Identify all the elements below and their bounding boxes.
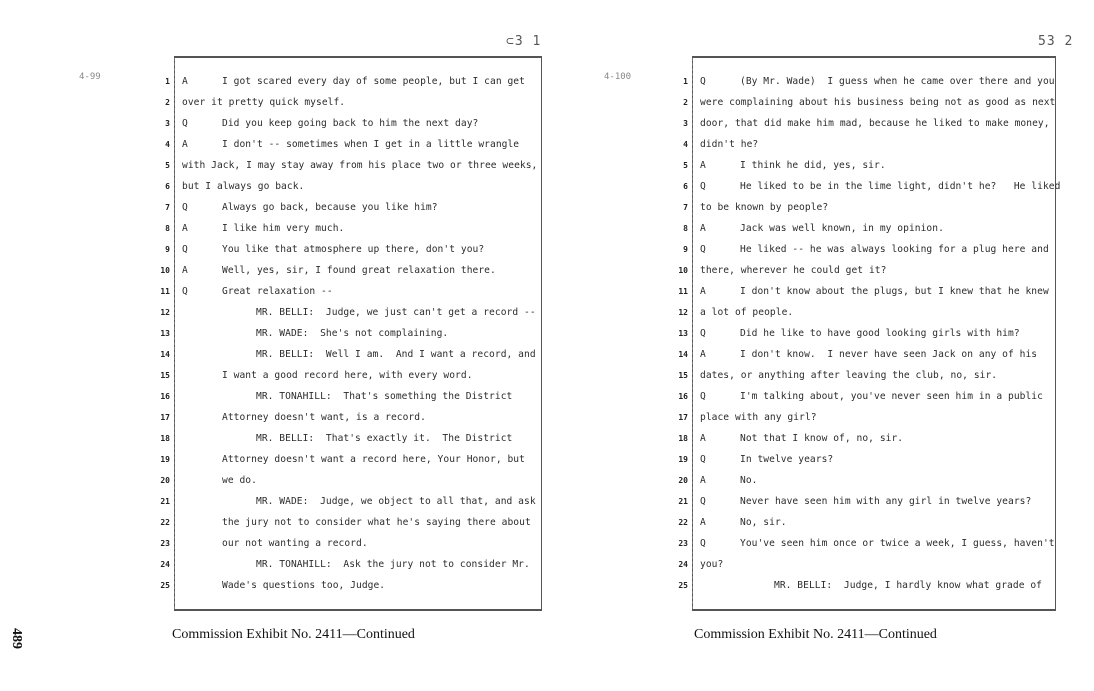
line-number: 3 <box>165 119 170 128</box>
line-number: 21 <box>160 497 170 506</box>
speaker-label: Q <box>700 244 706 255</box>
speaker-label: A <box>700 286 706 297</box>
speaker-label: A <box>700 349 706 360</box>
line-number: 5 <box>683 161 688 170</box>
transcript-line: In twelve years? <box>740 454 834 465</box>
transcript-line: didn't he? <box>700 139 759 150</box>
transcript-line: MR. TONAHILL: That's something the District <box>256 391 513 402</box>
line-number: 11 <box>160 287 170 296</box>
right-page-number: 53 2 <box>1038 34 1074 49</box>
speaker-label: Q <box>182 118 188 129</box>
transcript-line: Did you keep going back to him the next day? <box>222 118 479 129</box>
line-number: 18 <box>678 434 688 443</box>
speaker-label: Q <box>182 286 188 297</box>
transcript-line: there, wherever he could get it? <box>700 265 887 276</box>
transcript-line: you? <box>700 559 724 570</box>
line-number: 12 <box>678 308 688 317</box>
line-number: 25 <box>678 581 688 590</box>
line-number: 16 <box>160 392 170 401</box>
transcript-line: but I always go back. <box>182 181 305 192</box>
transcript-line: Well, yes, sir, I found great relaxation there. <box>222 265 496 276</box>
line-number: 23 <box>678 539 688 548</box>
speaker-label: Q <box>700 454 706 465</box>
line-number: 22 <box>678 518 688 527</box>
transcript-line: No, sir. <box>740 517 787 528</box>
line-number: 23 <box>160 539 170 548</box>
speaker-label: Q <box>700 181 706 192</box>
transcript-line: were complaining about his business being not as good as next <box>700 97 1056 108</box>
line-number: 19 <box>678 455 688 464</box>
line-number: 22 <box>160 518 170 527</box>
line-number: 19 <box>160 455 170 464</box>
transcript-line: You've seen him once or twice a week, I guess, haven't <box>740 538 1055 549</box>
left-page-number: ⊂3 1 <box>506 34 542 49</box>
line-number: 4 <box>165 140 170 149</box>
line-number: 24 <box>678 560 688 569</box>
transcript-line: over it pretty quick myself. <box>182 97 346 108</box>
transcript-line: Attorney doesn't want, is a record. <box>222 412 426 423</box>
right-side-code: 4-100 <box>604 72 632 82</box>
line-number: 14 <box>160 350 170 359</box>
line-number: 8 <box>683 224 688 233</box>
line-number: 4 <box>683 140 688 149</box>
line-number: 9 <box>165 245 170 254</box>
line-number: 8 <box>165 224 170 233</box>
line-number: 14 <box>678 350 688 359</box>
transcript-line: MR. WADE: She's not complaining. <box>256 328 449 339</box>
speaker-label: Q <box>182 244 188 255</box>
transcript-line: I think he did, yes, sir. <box>740 160 886 171</box>
transcript-line: You like that atmosphere up there, don't you? <box>222 244 485 255</box>
line-number: 11 <box>678 287 688 296</box>
side-page-number: 489 <box>9 628 24 649</box>
speaker-label: Q <box>700 496 706 507</box>
speaker-label: Q <box>700 538 706 549</box>
line-number: 2 <box>683 98 688 107</box>
line-number: 21 <box>678 497 688 506</box>
line-number: 2 <box>165 98 170 107</box>
transcript-line: a lot of people. <box>700 307 794 318</box>
line-number: 16 <box>678 392 688 401</box>
speaker-label: Q <box>700 328 706 339</box>
transcript-line: He liked to be in the lime light, didn't he? He liked <box>740 181 1061 192</box>
line-number: 12 <box>160 308 170 317</box>
transcript-line: MR. TONAHILL: Ask the jury not to consider Mr. <box>256 559 530 570</box>
transcript-line: Attorney doesn't want a record here, Your Honor, but <box>222 454 525 465</box>
line-number: 10 <box>678 266 688 275</box>
line-number: 1 <box>165 77 170 86</box>
line-number: 18 <box>160 434 170 443</box>
line-number: 24 <box>160 560 170 569</box>
transcript-line: with Jack, I may stay away from his place two or three weeks, <box>182 160 538 171</box>
line-number: 7 <box>165 203 170 212</box>
line-number: 20 <box>160 476 170 485</box>
line-number: 17 <box>678 413 688 422</box>
speaker-label: A <box>182 139 188 150</box>
speaker-label: A <box>700 160 706 171</box>
transcript-line: I don't -- sometimes when I get in a little wrangle <box>222 139 520 150</box>
transcript-line: (By Mr. Wade) I guess when he came over there and you <box>740 76 1055 87</box>
speaker-label: Q <box>700 391 706 402</box>
transcript-line: MR. BELLI: That's exactly it. The District <box>256 433 513 444</box>
transcript-line: door, that did make him mad, because he liked to make money, <box>700 118 1050 129</box>
line-number: 6 <box>683 182 688 191</box>
speaker-label: A <box>182 76 188 87</box>
line-number: 1 <box>683 77 688 86</box>
speaker-label: A <box>700 475 706 486</box>
line-number: 25 <box>160 581 170 590</box>
transcript-line: He liked -- he was always looking for a plug here and <box>740 244 1049 255</box>
transcript-line: I like him very much. <box>222 223 345 234</box>
right-caption: Commission Exhibit No. 2411—Continued <box>694 627 937 642</box>
transcript-line: our not wanting a record. <box>222 538 368 549</box>
transcript-line: Not that I know of, no, sir. <box>740 433 904 444</box>
transcript-line: I don't know about the plugs, but I knew that he knew <box>740 286 1049 297</box>
line-number: 6 <box>165 182 170 191</box>
speaker-label: A <box>182 265 188 276</box>
line-number: 13 <box>160 329 170 338</box>
line-number: 15 <box>160 371 170 380</box>
transcript-line: I got scared every day of some people, but I can get <box>222 76 525 87</box>
transcript-line: the jury not to consider what he's saying there about <box>222 517 531 528</box>
transcript-line: Always go back, because you like him? <box>222 202 438 213</box>
speaker-label: A <box>182 223 188 234</box>
transcript-line: place with any girl? <box>700 412 817 423</box>
transcript-line: I'm talking about, you've never seen him in a public <box>740 391 1043 402</box>
transcript-line: MR. BELLI: Well I am. And I want a record, and <box>256 349 536 360</box>
speaker-label: A <box>700 517 706 528</box>
transcript-line: to be known by people? <box>700 202 829 213</box>
transcript-line: dates, or anything after leaving the club, no, sir. <box>700 370 998 381</box>
transcript-line: MR. BELLI: Judge, I hardly know what grade of <box>774 580 1042 591</box>
speaker-label: Q <box>700 76 706 87</box>
transcript-line: I don't know. I never have seen Jack on any of his <box>740 349 1038 360</box>
line-number: 17 <box>160 413 170 422</box>
transcript-line: No. <box>740 475 758 486</box>
line-number: 13 <box>678 329 688 338</box>
left-caption: Commission Exhibit No. 2411—Continued <box>172 627 415 642</box>
line-number: 10 <box>160 266 170 275</box>
transcript-line: MR. WADE: Judge, we object to all that, and ask <box>256 496 536 507</box>
transcript-line: MR. BELLI: Judge, we just can't get a record -- <box>256 307 536 318</box>
line-number: 20 <box>678 476 688 485</box>
speaker-label: A <box>700 223 706 234</box>
left-side-code: 4-99 <box>79 72 101 82</box>
speaker-label: Q <box>182 202 188 213</box>
line-number: 9 <box>683 245 688 254</box>
transcript-line: Wade's questions too, Judge. <box>222 580 386 591</box>
speaker-label: A <box>700 433 706 444</box>
line-number: 15 <box>678 371 688 380</box>
transcript-line: we do. <box>222 475 257 486</box>
transcript-line: Never have seen him with any girl in twelve years? <box>740 496 1032 507</box>
transcript-line: Great relaxation -- <box>222 286 333 297</box>
transcript-line: Jack was well known, in my opinion. <box>740 223 944 234</box>
line-number: 3 <box>683 119 688 128</box>
transcript-line: I want a good record here, with every word. <box>222 370 473 381</box>
line-number: 5 <box>165 161 170 170</box>
transcript-line: Did he like to have good looking girls with him? <box>740 328 1020 339</box>
line-number: 7 <box>683 203 688 212</box>
